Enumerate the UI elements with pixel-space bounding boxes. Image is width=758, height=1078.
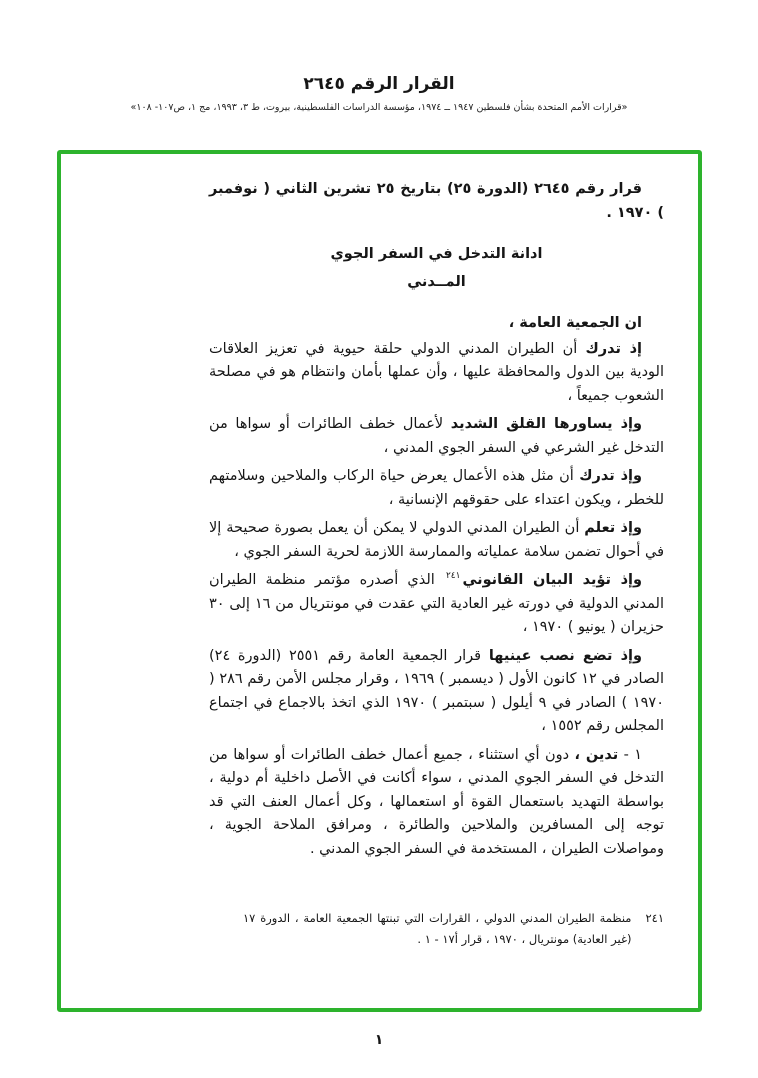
document-subject-line2: المــدني — [407, 273, 466, 290]
document-frame — [57, 150, 702, 1012]
document-subject-line1: ادانة التدخل في السفر الجوي — [330, 246, 543, 262]
paragraph-lead: وإذ يساورها القلق الشديد — [450, 416, 643, 432]
paragraph-text: لأعمال خطف الطائرات أو سواها من التدخل غير الشرعي في السفر الجوي المدني ، — [209, 416, 664, 456]
page-header — [0, 0, 758, 113]
source-citation: «قرارات الأمم المتحدة بشأن فلسطين ١٩٤٧ ــ ١٩٧٤، مؤسسة الدراسات الفلسطينية، بيروت، ط ٣، ١٩٩٣، مج ١، ص١٠٧- ١٠٨» — [130, 102, 628, 113]
operative-paragraph-1 — [209, 744, 664, 862]
paragraph-lead: تدين ، — [574, 746, 619, 763]
paragraph-text: أن الطيران المدني الدولي حلقة حيوية في تعزيز العلاقات الودية بين الدول والمحافظة عليها ، وأن عملها بأمان وانتظام هو في مصلحة الشعوب جميعاً ، — [209, 340, 664, 404]
footnote — [209, 908, 664, 950]
preambular-paragraph-5 — [209, 569, 664, 640]
paragraph-text: دون أي استثناء ، جميع أعمال خطف الطائرات أو سواها من التدخل في السفر الجوي المدني ، سواء أكانت في الأصل داخلية أم دولية ، بواسطة التهديد باستعمال القوة أو استعمالها ، وكل أعمال العنف التي قد توجه إلى المسافرين والملاحين والطائرة ، ومرافق الملاحة الجوية ، ومواصلات الطيران ، المستخدمة في السفر الجوي المدني . — [209, 746, 664, 857]
paragraph-lead: إذ تدرك — [585, 340, 643, 357]
paragraph-text: الذي أصدره مؤتمر منظمة الطيران المدني الدولية في دورته غير العادية التي عقدت في مونتريال من ١٦ إلى ٣٠ حزيران ( يونيو ) ١٩٧٠ ، — [209, 572, 664, 635]
preambular-paragraph-2 — [209, 413, 664, 460]
preambular-paragraph-6 — [209, 645, 664, 739]
paragraph-lead: وإذ تؤيد البيان القانوني — [462, 572, 642, 588]
paragraph-lead: وإذ تدرك — [579, 468, 642, 484]
paragraph-text: أن الطيران المدني الدولي لا يمكن أن يعمل بصورة صحيحة إلا في أحوال تضمن سلامة عملياته والممارسة اللازمة لحرية السفر الجوي ، — [209, 520, 664, 560]
paragraph-text: أن مثل هذه الأعمال يعرض حياة الركاب والملاحين وسلامتهم للخطر ، ويكون اعتداء على حقوقهم الإنسانية ، — [209, 468, 664, 508]
salutation: ان الجمعية العامة ، — [508, 315, 642, 331]
operative-number: ١ - — [623, 746, 643, 763]
footnote-reference: ٢٤١ — [445, 571, 461, 582]
paragraph-lead: وإذ تضع نصب عينيها — [488, 647, 643, 664]
resolution-heading: قرار رقم ٢٦٤٥ (الدورة ٢٥) بتاريخ ٢٥ تشرين الثاني ( نوفمبر ) ١٩٧٠ . — [209, 181, 664, 221]
paragraph-lead: وإذ تعلم — [584, 520, 642, 536]
paragraph-text: قرار الجمعية العامة رقم ٢٥٥١ (الدورة ٢٤) الصادر في ١٢ كانون الأول ( ديسمبر ) ١٩٦٩ ، وقرار مجلس الأمن رقم ٢٨٦ ( ١٩٧٠ ) الصادر في ٩ أيلول ( سبتمبر ) ١٩٧٠ الذي اتخذ بالاجماع في اجتماع المجلس رقم ١٥٥٢ ، — [209, 647, 664, 734]
preambular-paragraph-4 — [209, 517, 664, 564]
preambular-paragraph-3 — [209, 465, 664, 512]
page-title: القرار الرقم ٢٦٤٥ — [303, 74, 455, 94]
preambular-paragraph-1 — [209, 338, 664, 409]
footnote-number: ٢٤١ — [645, 911, 664, 925]
page-number: ١ — [374, 1032, 384, 1048]
footnote-text: منظمة الطيران المدني الدولي ، القرارات التي تبنتها الجمعية العامة ، الدورة ١٧ (غير العادية) مونتريال ، ١٩٧٠ ، قرار أ١٧ - ١ . — [243, 911, 632, 946]
